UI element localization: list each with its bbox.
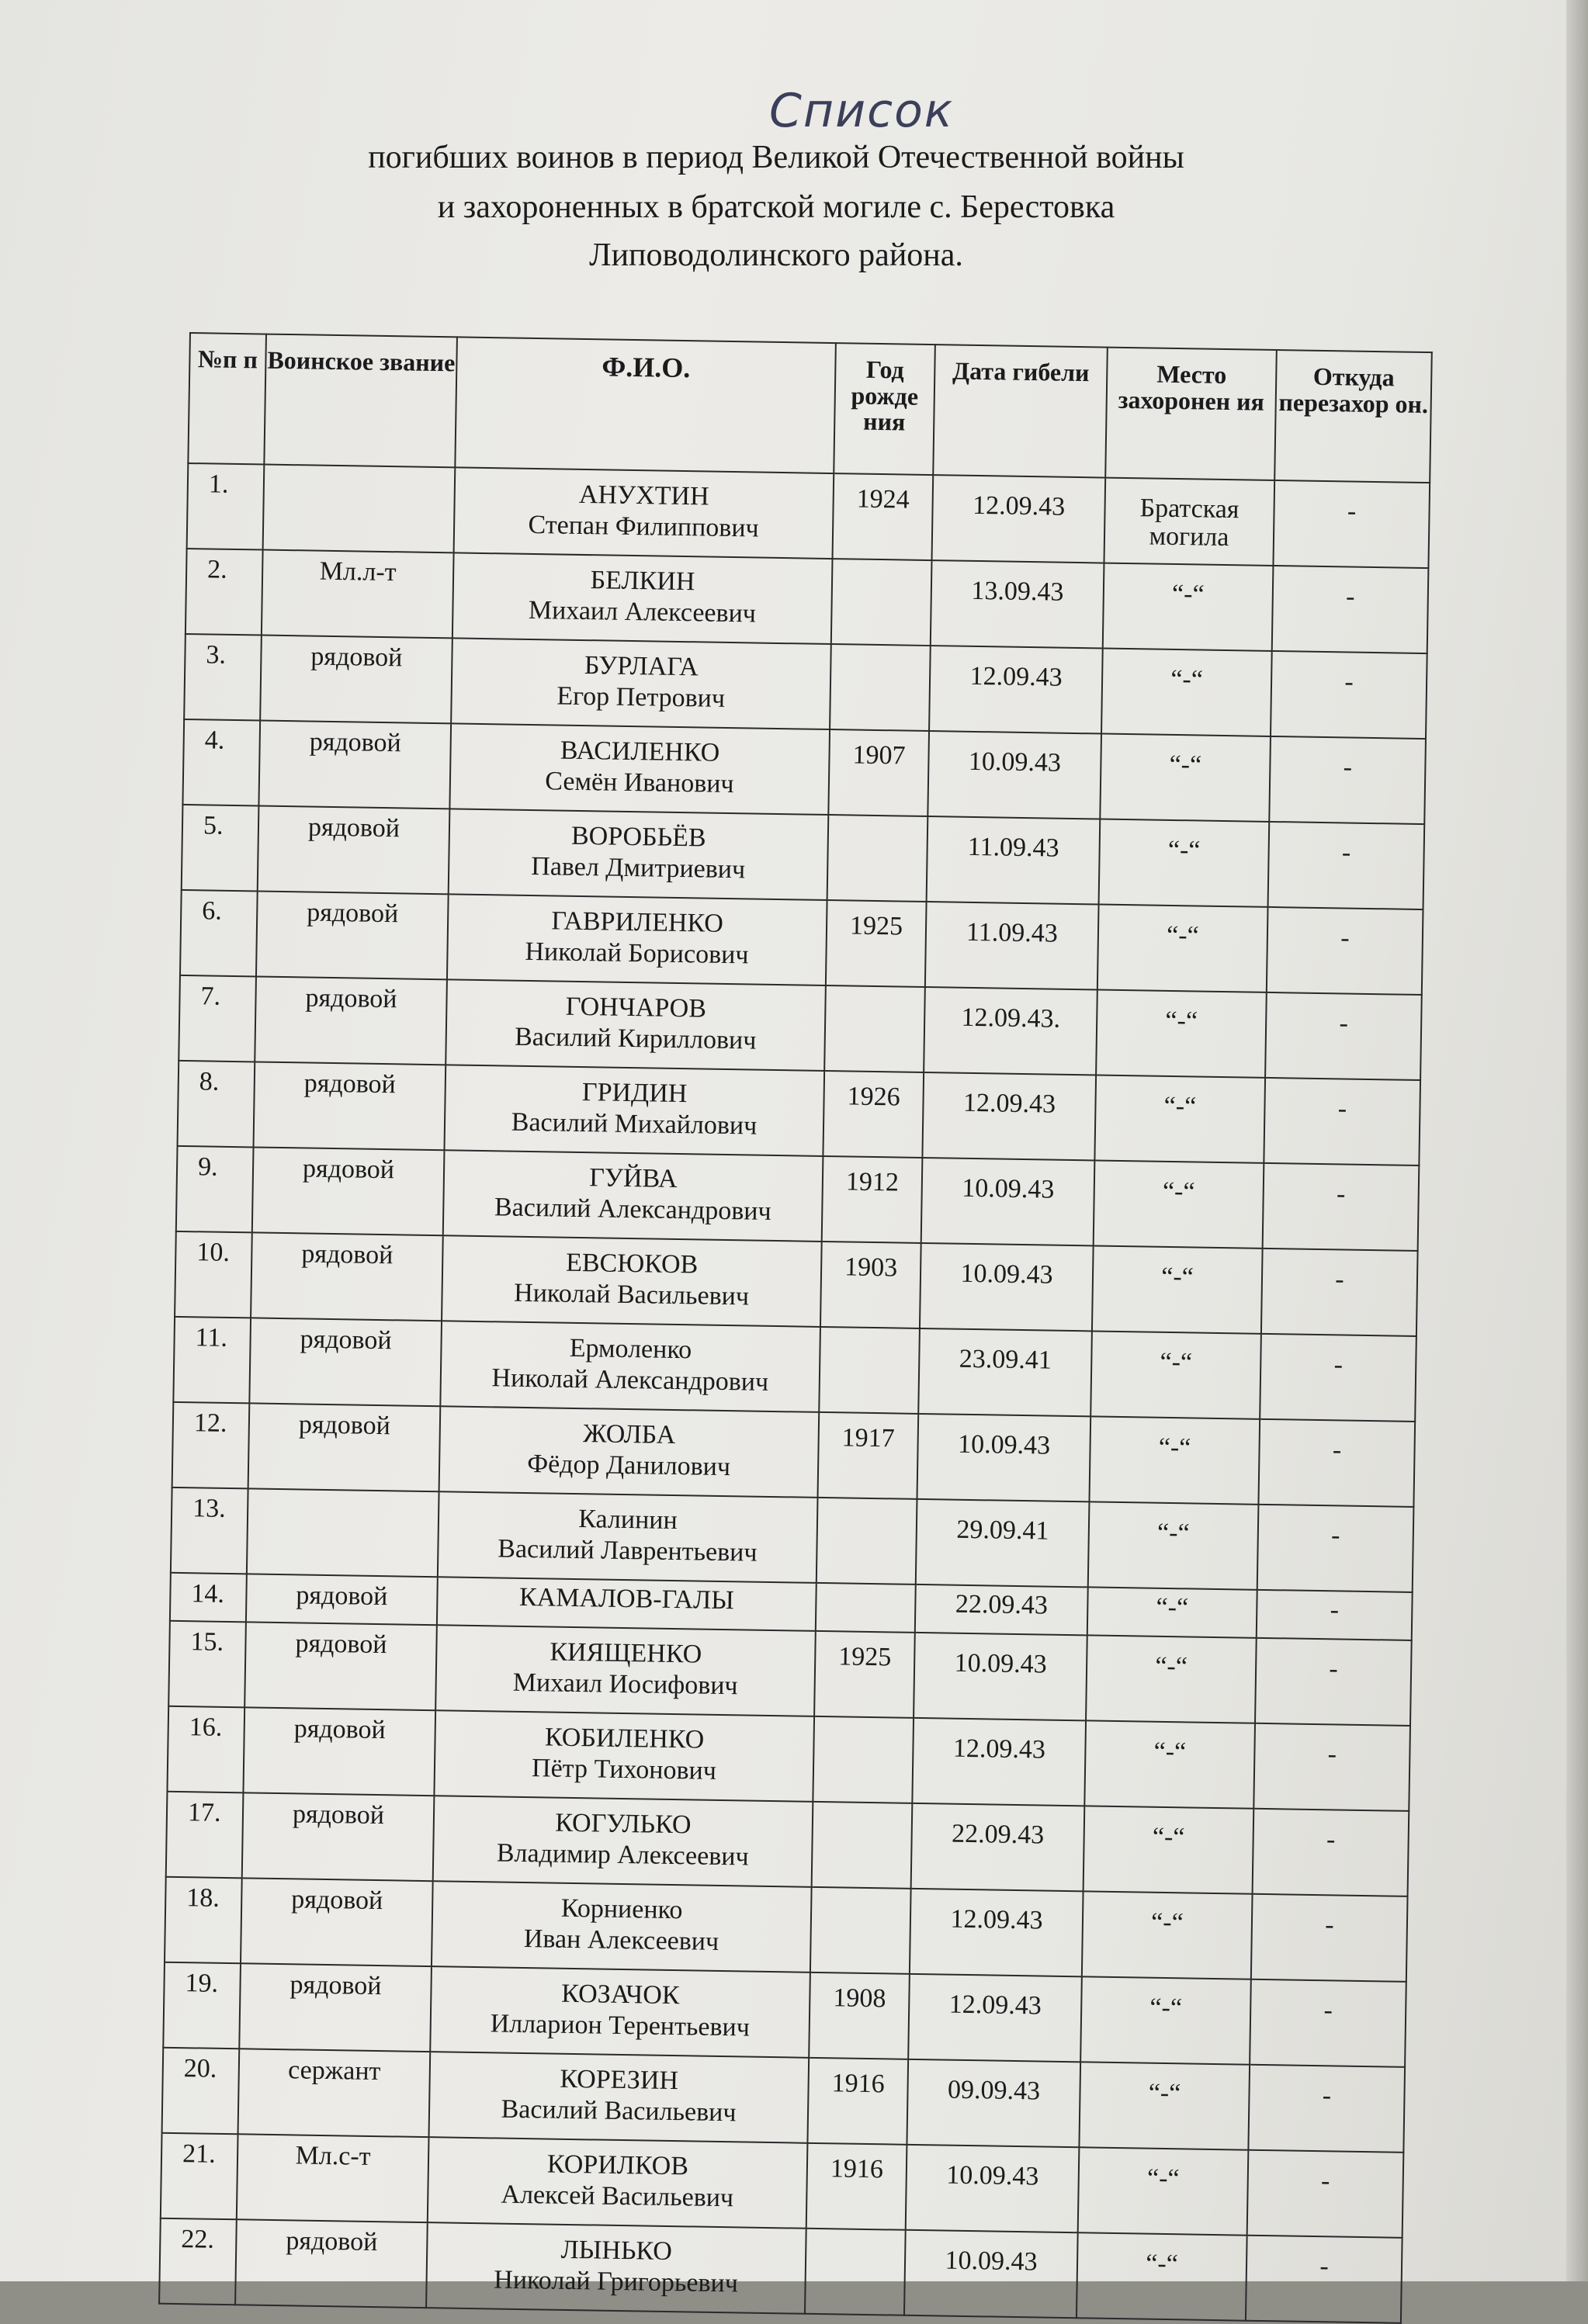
row-surname: ВАСИЛЕНКО [560,736,720,767]
row-reburied-from: - [1271,651,1427,739]
row-number: 5. [182,805,259,892]
row-surname: АНУХТИН [578,480,709,511]
row-fio [437,1577,817,1631]
row-birth-year: 1908 [809,1972,910,2059]
page-edge [1566,0,1588,2281]
row-reburied-from: - [1269,736,1426,824]
row-rank [247,1488,439,1577]
row-death-date: 12.09.43 [908,1974,1082,2062]
row-reburied-from: - [1255,1638,1412,1726]
row-fio [447,894,827,985]
row-surname: КОБИЛЕНКО [544,1723,705,1754]
row-given-names: Егор Петрович [556,681,726,713]
row-reburied-from: - [1272,566,1429,653]
row-reburied-from: - [1251,1894,1408,1982]
row-rank: рядовой [255,976,447,1065]
row-burial-place: “-“ [1084,1720,1255,1808]
row-given-names: Павел Дмитриевич [531,851,746,885]
header-burial-place: Место захоронен ия [1105,348,1277,480]
row-rank: рядовой [258,805,450,894]
row-death-date: 12.09.43 [931,475,1105,563]
row-reburied-from: - [1268,822,1425,909]
row-given-names: Василий Александрович [494,1193,771,1226]
row-birth-year [810,1887,911,1974]
row-death-date: 10.09.43 [917,1414,1090,1501]
soldiers-table [158,332,1431,2324]
row-death-date: 10.09.43 [921,1158,1095,1245]
header-fio: Ф.И.О. [455,337,836,473]
row-reburied-from: - [1265,992,1422,1080]
row-reburied-from: - [1248,2065,1405,2153]
table-header-row [188,333,1431,483]
row-burial-place: “-“ [1090,1331,1261,1418]
row-reburied-from: - [1253,1809,1409,1896]
row-burial-place: “-“ [1094,1160,1264,1248]
row-number: 22. [159,2218,237,2305]
row-birth-year [817,1498,917,1585]
row-number: 10. [175,1231,252,1318]
row-birth-year [813,1716,914,1803]
row-death-date: 12.09.43 [910,1889,1084,1976]
row-surname: КОРИЛКОВ [546,2149,689,2181]
row-death-date: 13.09.43 [931,560,1104,648]
row-given-names: Николай Васильевич [513,1278,750,1311]
row-reburied-from: - [1257,1590,1413,1640]
row-birth-year: 1916 [807,2058,908,2145]
row-burial-place: “-“ [1103,563,1274,651]
row-rank: рядовой [251,1232,443,1321]
row-fio [442,1235,822,1327]
row-given-names: Василий Кириллович [514,1022,757,1055]
row-surname: КОГУЛЬКО [554,1808,692,1840]
row-death-date: 12.09.43 [929,646,1103,733]
row-reburied-from: - [1267,907,1423,995]
row-surname: ГОНЧАРОВ [565,992,707,1023]
row-number: 3. [184,634,262,721]
row-given-names: Николай Борисович [525,937,749,970]
row-death-date: 10.09.43 [906,2145,1080,2232]
table-body [159,463,1430,2323]
row-surname: Корниенко [560,1893,683,1925]
row-birth-year: 1924 [833,473,934,560]
row-surname: Ермоленко [569,1333,692,1365]
row-given-names: Владимир Алексеевич [496,1838,749,1872]
row-rank: рядовой [260,636,452,724]
row-surname: КИЯЩЕНКО [550,1637,702,1669]
row-birth-year: 1916 [806,2143,907,2230]
row-given-names: Иван Алексеевич [523,1924,719,1956]
row-fio [449,809,829,900]
row-reburied-from: - [1253,1723,1410,1811]
row-death-date: 23.09.41 [918,1328,1092,1416]
row-reburied-from: - [1273,480,1430,568]
row-rank: рядовой [249,1318,442,1406]
row-rank: рядовой [252,1147,445,1235]
subtitle-line-2: и захороненных в братской могиле с. Берестовка [437,189,1115,225]
header-reburied-from: Откуда перезахор он. [1274,350,1432,483]
subtitle-line-1: погибших воинов в период Великой Отечественной войны [368,140,1184,175]
row-surname: ВОРОБЬЁВ [570,821,706,853]
row-burial-place: “-“ [1084,1806,1254,1893]
row-rank [263,465,456,553]
row-rank: рядовой [243,1707,435,1796]
row-reburied-from: - [1246,2236,1403,2323]
row-number: 7. [179,975,256,1062]
row-fio [444,1065,824,1156]
row-birth-year: 1912 [822,1156,923,1243]
row-death-date: 10.09.43 [914,1633,1087,1720]
row-surname: КАМАЛОВ-ГАЛЫ [518,1582,735,1616]
row-birth-year [816,1583,916,1633]
row-given-names: Алексей Васильевич [501,2180,734,2212]
row-birth-year [824,985,925,1072]
row-fio [428,2137,808,2229]
row-number: 16. [167,1706,244,1793]
row-surname: КОРЕЗИН [560,2064,679,2096]
row-surname: КОЗАЧОК [561,1979,680,2011]
row-burial-place: Братская могила [1104,478,1274,566]
row-fio [449,723,830,815]
row-reburied-from: - [1260,1334,1416,1422]
row-death-date: 11.09.43 [925,902,1099,989]
row-fio [432,1881,812,1972]
row-burial-place: “-“ [1078,2147,1249,2235]
row-fio [452,552,833,644]
row-reburied-from: - [1261,1249,1418,1336]
row-burial-place: “-“ [1079,2062,1250,2149]
row-fio [434,1710,814,1802]
row-birth-year [805,2229,906,2315]
row-fio [439,1406,820,1498]
row-burial-place: “-“ [1080,1976,1251,2064]
row-rank: рядовой [246,1574,438,1625]
row-given-names: Василий Васильевич [501,2094,737,2128]
row-given-names: Василий Лаврентьевич [498,1534,758,1567]
row-number: 8. [178,1061,255,1148]
row-given-names: Михаил Иосифович [512,1668,738,1700]
row-death-date: 12.09.43 [912,1718,1086,1806]
row-fio [433,1796,813,1887]
row-number: 20. [162,2048,240,2135]
row-fio [454,467,834,559]
subtitle-line-3: Липоводолинского района. [589,237,963,273]
row-death-date: 22.09.43 [911,1803,1085,1891]
row-rank: сержант [238,2049,431,2137]
row-burial-place: “-“ [1082,1891,1253,1979]
row-number: 11. [173,1317,251,1404]
header-rank: Воинское звание [264,334,457,468]
row-rank: Мл.л-т [262,550,454,639]
row-surname: Калинин [578,1505,678,1536]
row-burial-place: “-“ [1097,904,1268,992]
handwritten-title: Список [768,84,955,138]
row-given-names: Николай Григорьевич [494,2265,739,2298]
row-death-date: 10.09.43 [904,2230,1078,2318]
row-rank: рядовой [244,1622,437,1710]
row-fio [443,1150,823,1242]
row-number: 15. [168,1621,246,1708]
row-given-names: Михаил Алексеевич [528,595,757,629]
row-death-date: 12.09.43. [924,987,1097,1075]
row-number: 19. [163,1962,241,2049]
row-birth-year [827,815,928,902]
row-given-names: Василий Михайлович [511,1107,758,1141]
row-birth-year [830,644,931,731]
row-number: 14. [170,1573,247,1623]
row-birth-year: 1926 [823,1071,924,1158]
row-death-date: 12.09.43 [922,1072,1096,1160]
row-burial-place: “-“ [1092,1245,1263,1333]
row-number: 12. [172,1402,250,1489]
row-given-names: Степан Филиппович [528,510,759,543]
row-number: 18. [165,1877,242,1964]
row-fio [446,979,826,1071]
row-surname: ЖОЛБА [582,1419,676,1450]
row-burial-place: “-“ [1101,649,1272,736]
row-burial-place: “-“ [1089,1416,1260,1504]
row-surname: ЕВСЮКОВ [565,1248,699,1280]
row-rank: рядовой [241,1878,433,1966]
row-death-date: 22.09.43 [915,1585,1088,1635]
row-birth-year: 1903 [820,1242,921,1328]
row-fio [426,2222,806,2314]
row-death-date: 11.09.43 [927,816,1101,904]
row-given-names: Николай Александрович [491,1363,769,1397]
row-rank: рядовой [242,1792,435,1881]
row-birth-year [819,1327,920,1414]
row-death-date: 29.09.41 [916,1499,1090,1587]
row-given-names: Пётр Тихонович [531,1753,717,1785]
row-rank: рядовой [258,720,451,809]
row-given-names: Фёдор Данилович [526,1449,731,1481]
row-rank: рядовой [254,1062,446,1150]
row-burial-place: “-“ [1086,1635,1257,1723]
row-given-names: Илларион Терентьевич [490,2009,751,2042]
row-fio [430,1966,810,2058]
row-death-date: 10.09.43 [920,1243,1094,1331]
row-reburied-from: - [1247,2150,1404,2238]
row-birth-year: 1925 [826,900,927,987]
row-fio [435,1625,816,1716]
row-reburied-from: - [1250,1979,1406,2067]
row-burial-place: “-“ [1100,734,1271,822]
row-number: 2. [185,549,263,636]
header-num: №п п [188,333,266,465]
row-number: 21. [161,2133,238,2220]
row-reburied-from: - [1258,1419,1415,1507]
row-surname: ГУЙВА [588,1163,678,1194]
row-surname: ГРИДИН [581,1078,688,1109]
row-burial-place: “-“ [1087,1587,1257,1637]
row-fio [451,638,831,729]
row-rank: рядовой [239,1963,432,2052]
row-number: 13. [171,1488,248,1574]
row-rank: рядовой [256,891,449,979]
row-reburied-from: - [1263,1163,1420,1251]
row-birth-year: 1917 [818,1412,919,1499]
row-number: 9. [176,1146,254,1233]
row-burial-place: “-“ [1099,819,1270,907]
row-surname: БУРЛАГА [584,651,699,682]
row-number: 6. [180,890,258,977]
row-fio [440,1321,820,1412]
row-fio [438,1491,818,1583]
row-birth-year [812,1802,913,1889]
row-given-names: Семён Иванович [545,766,734,798]
row-rank: рядовой [248,1403,441,1491]
row-burial-place: “-“ [1088,1501,1259,1589]
row-birth-year: 1925 [814,1631,915,1718]
header-death-date: Дата гибели [933,345,1108,477]
row-surname: ГАВРИЛЕНКО [551,906,724,938]
row-reburied-from: - [1264,1078,1420,1165]
row-fio [429,2052,810,2143]
row-burial-place: “-“ [1096,989,1267,1077]
row-number: 17. [166,1792,244,1879]
row-burial-place: “-“ [1077,2232,1247,2320]
row-death-date: 10.09.43 [927,731,1101,819]
row-death-date: 09.09.43 [907,2059,1080,2147]
row-surname: БЕЛКИН [590,566,695,597]
row-burial-place: “-“ [1094,1075,1265,1162]
row-number: 1. [187,463,265,550]
row-reburied-from: - [1257,1505,1414,1592]
row-rank: рядовой [235,2219,428,2308]
row-surname: ЛЫНЬКО [560,2235,673,2267]
row-birth-year: 1907 [828,729,929,816]
row-rank: Мл.с-т [237,2134,429,2222]
header-birth-year: Год рожде ния [834,343,935,475]
row-birth-year [831,559,932,646]
row-number: 4. [182,719,260,806]
